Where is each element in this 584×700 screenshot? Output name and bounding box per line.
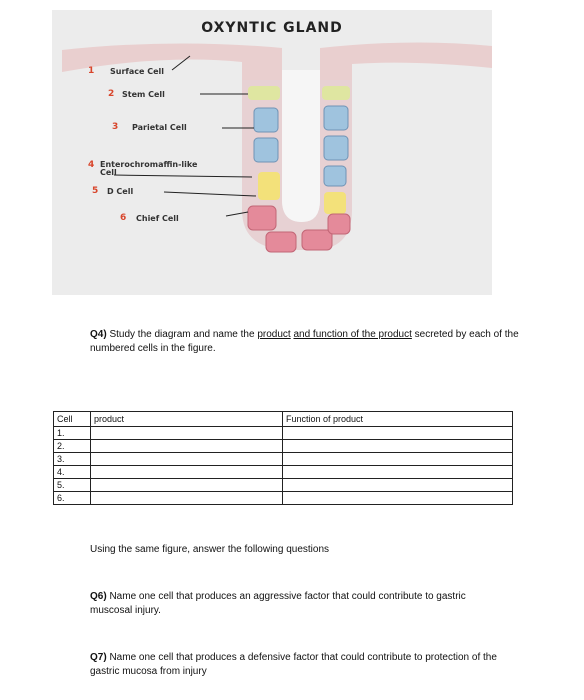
chief-cell-4 xyxy=(328,214,350,234)
table-row xyxy=(54,466,513,479)
d-cell xyxy=(258,172,280,200)
question-4-underline-product: product xyxy=(257,329,291,340)
surface-epithelium-right xyxy=(320,42,492,80)
label-number-3: 3 xyxy=(112,122,119,132)
header-function: Function of product xyxy=(283,412,513,427)
row-label: 1. xyxy=(54,427,91,440)
function-answer-cell[interactable] xyxy=(283,440,513,453)
product-answer-cell[interactable] xyxy=(91,440,283,453)
product-answer-cell[interactable] xyxy=(91,453,283,466)
header-product: product xyxy=(91,412,283,427)
product-answer-cell[interactable] xyxy=(91,492,283,505)
label-enterochromaffin-like-cell: Enterochromaffin-like Cell xyxy=(100,160,198,177)
question-4-text-b: secreted by each of the numbered cells in the figure. xyxy=(90,329,519,354)
chief-cell-2 xyxy=(266,232,296,252)
table-row xyxy=(54,479,513,492)
intro-text: Using the same figure, answer the following questions xyxy=(90,544,330,555)
table-header-row xyxy=(54,412,513,427)
question-4 xyxy=(90,328,520,356)
row-label: 3. xyxy=(54,453,91,466)
parietal-cell-left-1 xyxy=(254,108,278,132)
question-6 xyxy=(90,590,510,618)
function-answer-cell[interactable] xyxy=(283,466,513,479)
product-answer-cell[interactable] xyxy=(91,479,283,492)
header-cell: Cell xyxy=(54,412,91,427)
label-number-6: 6 xyxy=(120,213,127,223)
question-7-number: Q7) xyxy=(90,652,107,663)
parietal-cell-left-2 xyxy=(254,138,278,162)
row-label: 2. xyxy=(54,440,91,453)
stem-cell-left xyxy=(248,86,280,100)
question-4-underline-function: and function of the product xyxy=(293,329,412,340)
parietal-cell-right-3 xyxy=(324,166,346,186)
parietal-cell-right-1 xyxy=(324,106,348,130)
table-row xyxy=(54,492,513,505)
table-row xyxy=(54,427,513,440)
table-row xyxy=(54,440,513,453)
row-label: 6. xyxy=(54,492,91,505)
label-parietal-cell: Parietal Cell xyxy=(132,123,187,132)
label-number-2: 2 xyxy=(108,89,115,99)
question-7 xyxy=(90,651,520,679)
table-row xyxy=(54,453,513,466)
gland-lumen xyxy=(282,70,320,222)
label-pointers xyxy=(114,56,256,216)
chief-cell-1 xyxy=(248,206,276,230)
function-answer-cell[interactable] xyxy=(283,453,513,466)
question-6-text: Name one cell that produces an aggressive factor that could contribute to gastric muscosal injury. xyxy=(90,591,466,616)
parietal-cell-right-2 xyxy=(324,136,348,160)
label-d-cell: D Cell xyxy=(107,187,134,196)
function-answer-cell[interactable] xyxy=(283,427,513,440)
question-4-text-a: Study the diagram and name the xyxy=(106,329,258,340)
product-answer-cell[interactable] xyxy=(91,466,283,479)
product-answer-cell[interactable] xyxy=(91,427,283,440)
label-number-1: 1 xyxy=(88,66,95,76)
label-stem-cell: Stem Cell xyxy=(122,90,165,99)
stem-cell-right xyxy=(322,86,350,100)
oxyntic-gland-figure xyxy=(52,10,492,295)
question-7-text: Name one cell that produces a defensive factor that could contribute to protection of the gastric mucosa from injury xyxy=(90,652,497,677)
row-label: 5. xyxy=(54,479,91,492)
gland-diagram xyxy=(52,10,492,295)
label-number-5: 5 xyxy=(92,186,99,196)
function-answer-cell[interactable] xyxy=(283,492,513,505)
function-answer-cell[interactable] xyxy=(283,479,513,492)
enterochromaffin-like-cell xyxy=(324,192,346,214)
label-chief-cell: Chief Cell xyxy=(136,214,179,223)
label-number-4: 4 xyxy=(88,160,95,170)
question-4-number: Q4) xyxy=(90,329,107,340)
question-6-number: Q6) xyxy=(90,591,107,602)
label-surface-cell: Surface Cell xyxy=(110,67,165,76)
answer-table xyxy=(53,411,513,505)
row-label: 4. xyxy=(54,466,91,479)
chief-cell-3 xyxy=(302,230,332,250)
figure-title: OXYNTIC GLAND xyxy=(201,20,343,36)
